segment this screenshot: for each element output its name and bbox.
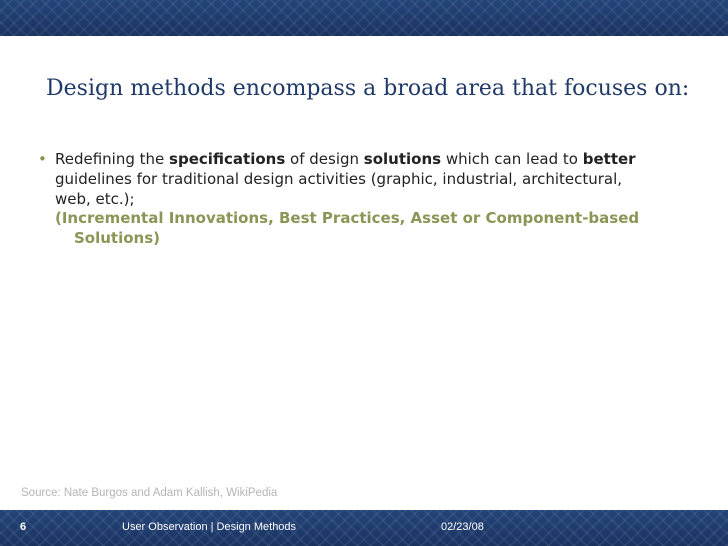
examples-line-1: (Incremental Innovations, Best Practices, Asset or Component-based bbox=[55, 209, 640, 227]
emphasis-better: better bbox=[582, 150, 636, 168]
emphasis-specifications: specifications bbox=[169, 150, 286, 168]
examples-note bbox=[55, 208, 655, 248]
examples-line-2: Solutions) bbox=[74, 229, 161, 247]
bullet-text bbox=[55, 149, 655, 209]
source-citation: Source: Nate Burgos and Adam Kallish, WikiPedia bbox=[21, 487, 278, 499]
slide-title: Design methods encompass a broad area that focuses on: bbox=[46, 76, 690, 101]
footer-date: 02/23/08 bbox=[441, 521, 484, 533]
footer-title: User Observation | Design Methods bbox=[122, 521, 297, 533]
bullet-text-part-2: of design bbox=[285, 150, 364, 168]
bullet-text-part-1: Redefining the bbox=[55, 150, 170, 168]
emphasis-solutions: solutions bbox=[363, 150, 442, 168]
bullet-text-part-4: guidelines for traditional design activities (graphic, industrial, architectural, web, etc.); bbox=[55, 170, 623, 208]
bullet-text-part-3: which can lead to bbox=[441, 150, 583, 168]
header-band bbox=[0, 0, 728, 36]
footer-band bbox=[0, 510, 728, 546]
slide-number: 6 bbox=[20, 521, 27, 533]
bullet-dot-icon: • bbox=[38, 150, 47, 168]
